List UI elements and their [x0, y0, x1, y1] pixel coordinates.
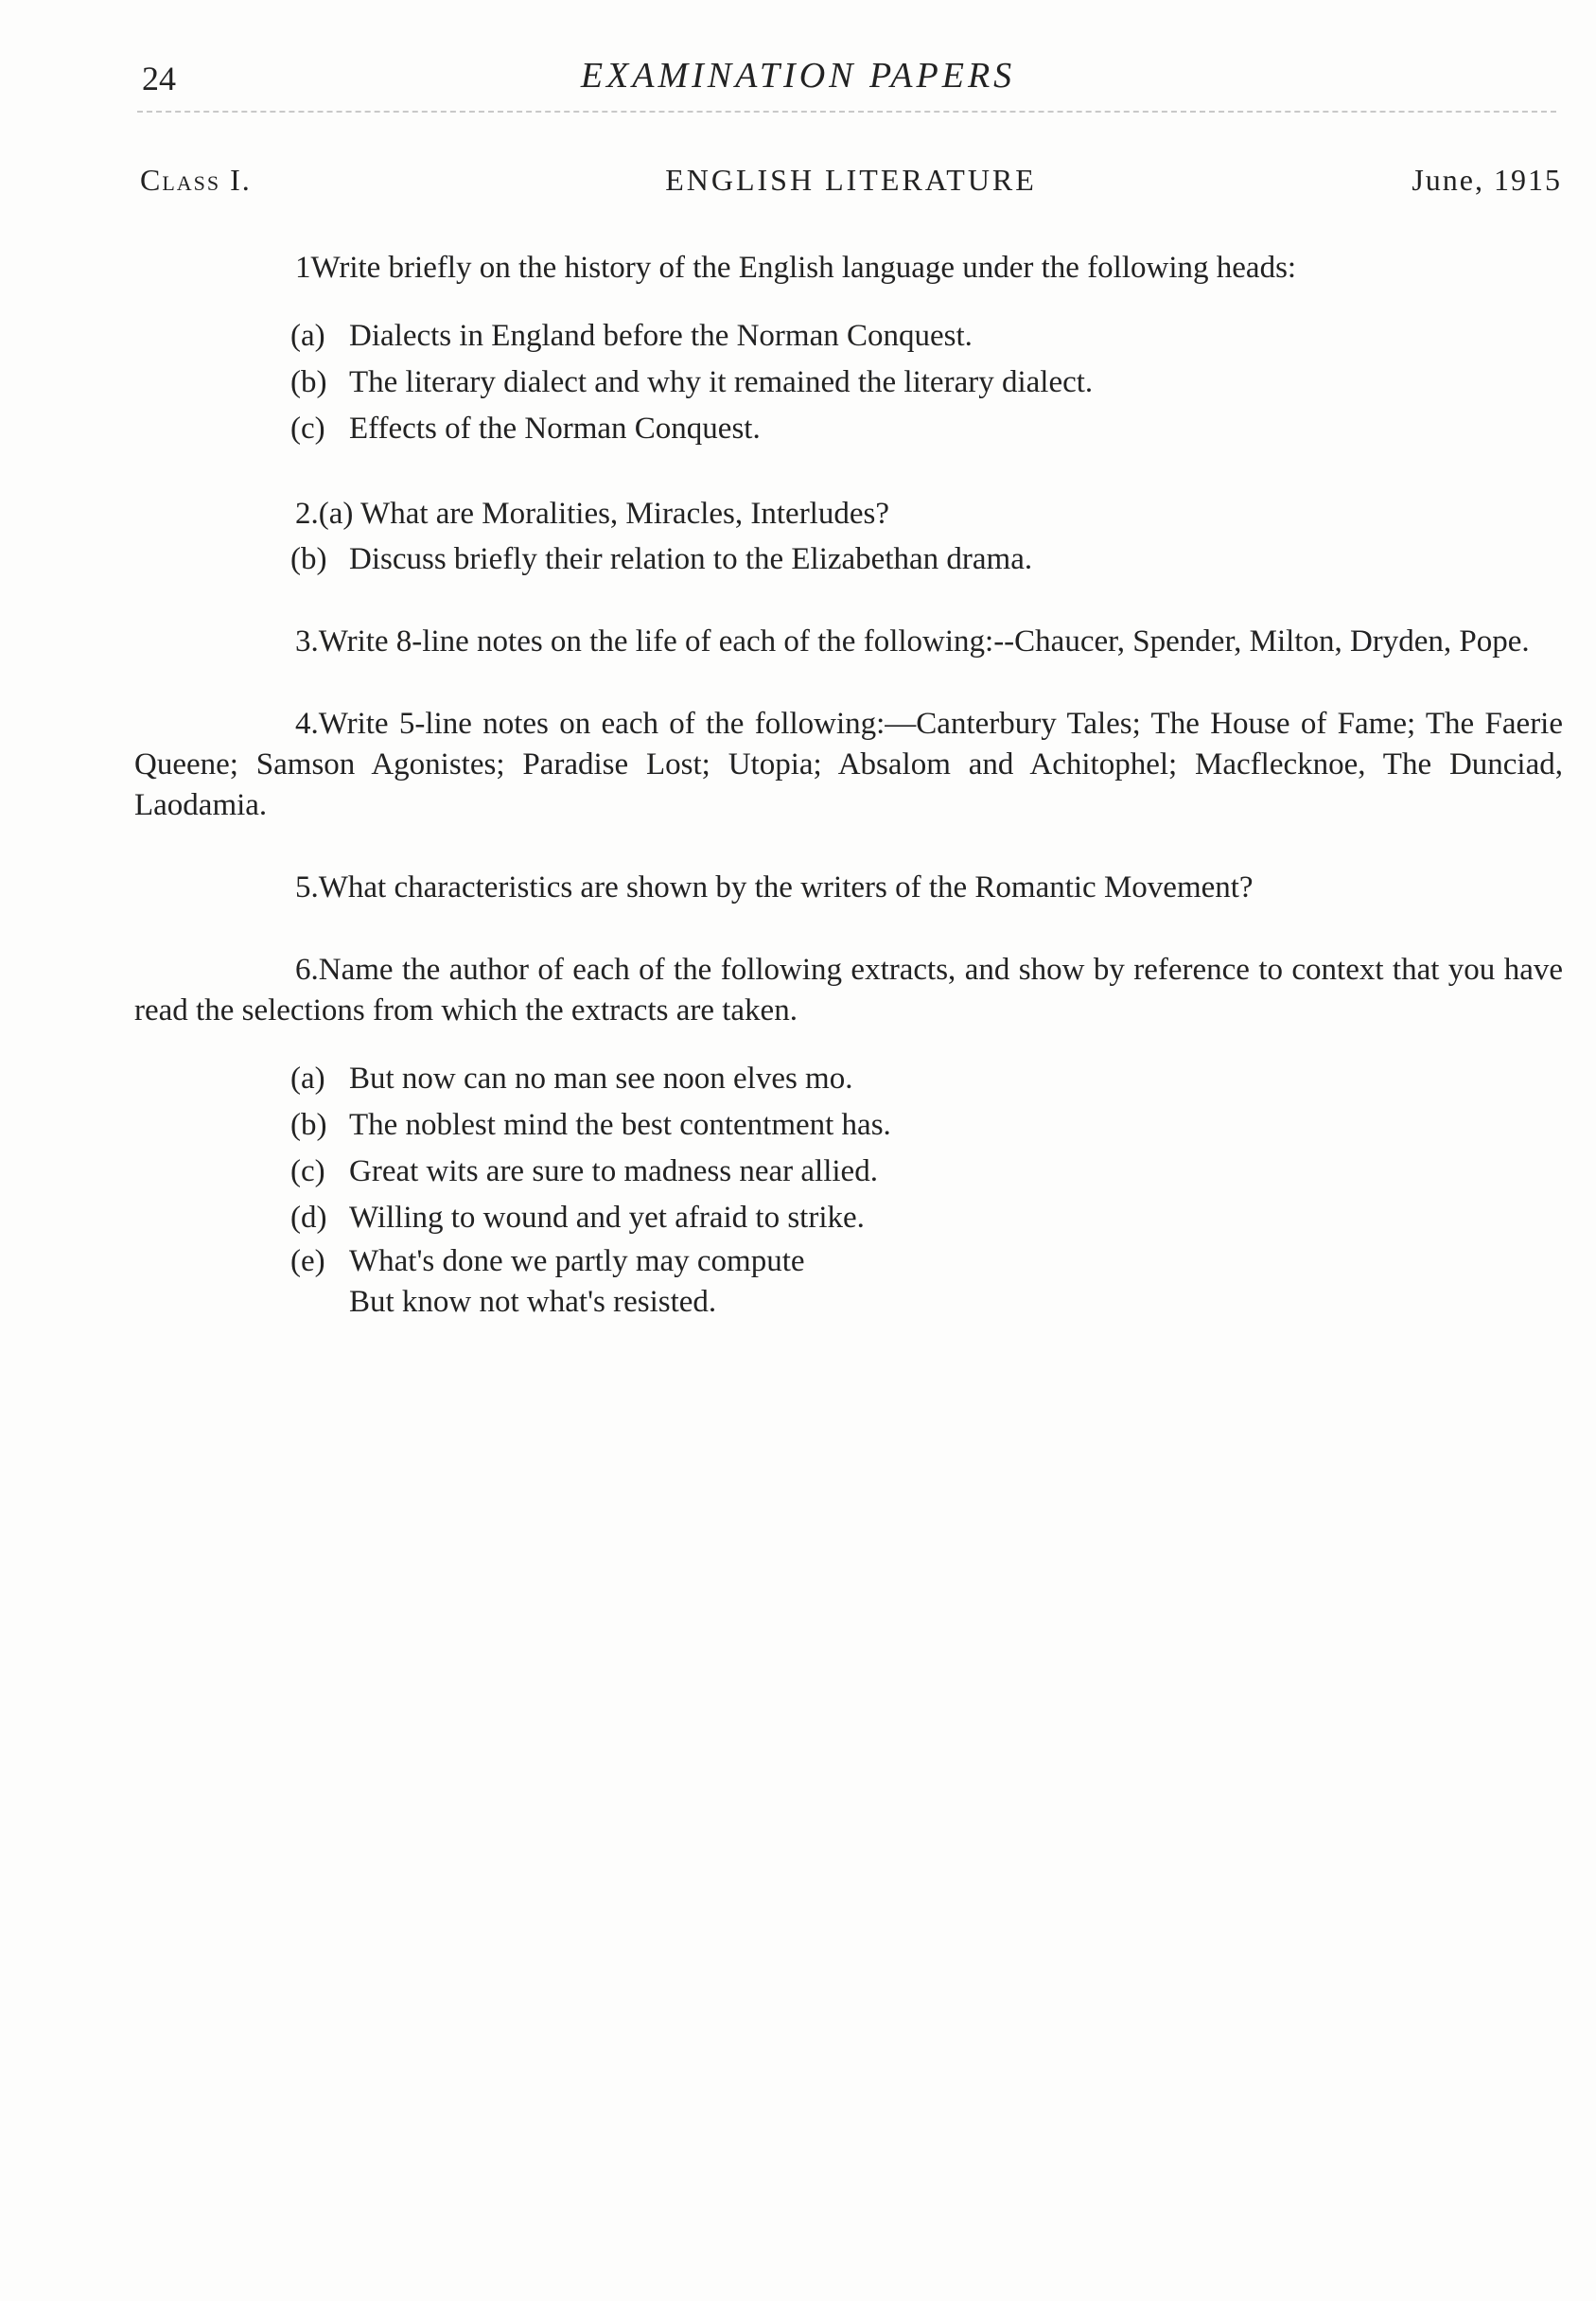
question-6 — [134, 950, 1563, 1031]
list-item — [290, 313, 1563, 360]
question-5 — [134, 868, 1563, 908]
part-label: (d) — [290, 1201, 327, 1235]
part-text: Effects of the Norman Conquest. — [349, 412, 761, 446]
part-label: (b) — [290, 365, 327, 399]
list-item — [290, 360, 1563, 406]
question-number: 6. — [295, 953, 319, 987]
question-1-parts — [290, 313, 1563, 452]
part-label: (a) — [290, 1062, 325, 1096]
part-label: (e) — [290, 1244, 325, 1278]
part-label: (b) — [290, 542, 327, 576]
extract-line-1: What's done we partly may compute — [349, 1244, 805, 1278]
question-text: Name the author of each of the following extracts, and show by reference to context that you have read the selections from which the extracts are taken. — [134, 953, 1563, 1028]
header-divider — [137, 111, 1556, 113]
part-text: What are Moralities, Miracles, Interludes? — [360, 497, 889, 531]
question-number: 1 — [295, 251, 311, 285]
part-text — [349, 1241, 1563, 1323]
question-number: 3. — [295, 624, 319, 659]
question-number: 5. — [295, 870, 319, 905]
question-text: Write 8-line notes on the life of each of the following:--Chaucer, Spender, Milton, Dryden, Pope. — [318, 624, 1530, 659]
question-4 — [134, 704, 1563, 826]
list-item — [290, 538, 1563, 580]
list-item — [290, 1056, 1563, 1102]
question-text: Write briefly on the history of the English language under the following heads: — [310, 251, 1297, 285]
question-number: 2. — [295, 497, 319, 531]
question-2 — [134, 494, 1563, 535]
question-text: What characteristics are shown by the writers of the Romantic Movement? — [318, 870, 1254, 905]
part-text: Dialects in England before the Norman Conquest. — [349, 319, 973, 353]
part-text: The literary dialect and why it remained the literary dialect. — [349, 365, 1094, 399]
part-label: (c) — [290, 1154, 325, 1188]
questions-list — [134, 248, 1563, 1364]
list-item — [290, 1149, 1563, 1195]
part-label: (a) — [290, 319, 325, 353]
list-item — [290, 406, 1563, 452]
class-label: Class I. — [140, 163, 252, 197]
extract-line-2: But know not what's resisted. — [349, 1285, 717, 1319]
page-number: 24 — [142, 60, 176, 97]
question-1 — [134, 248, 1563, 289]
question-number: 4. — [295, 707, 319, 741]
list-item — [290, 1241, 1563, 1323]
list-item — [290, 1195, 1563, 1241]
list-item — [290, 1102, 1563, 1149]
part-label: (c) — [290, 412, 325, 446]
question-text: Write 5-line notes on each of the following:—Canterbury Tales; The House of Fame; The Faerie Queene; Samson Agonistes; Paradise Lost; Utopia; Absalom and Achitophel; Macflecknoe, The Dunciad, Laodamia. — [134, 707, 1563, 822]
subject-title: ENGLISH LITERATURE — [665, 163, 1037, 197]
part-text: Discuss briefly their relation to the Elizabethan drama. — [349, 542, 1033, 576]
part-label: (b) — [290, 1108, 327, 1142]
question-6-parts — [290, 1056, 1563, 1323]
question-3 — [134, 622, 1563, 662]
question-2-parts — [290, 538, 1563, 580]
exam-date: June, 1915 — [1412, 163, 1562, 197]
part-text: But now can no man see noon elves mo. — [349, 1062, 853, 1096]
running-title: EXAMINATION PAPERS — [580, 56, 1016, 96]
part-text: The noblest mind the best contentment has. — [349, 1108, 891, 1142]
part-label: (a) — [318, 497, 354, 531]
part-text: Willing to wound and yet afraid to strike. — [349, 1201, 865, 1235]
part-text: Great wits are sure to madness near allied. — [349, 1154, 878, 1188]
